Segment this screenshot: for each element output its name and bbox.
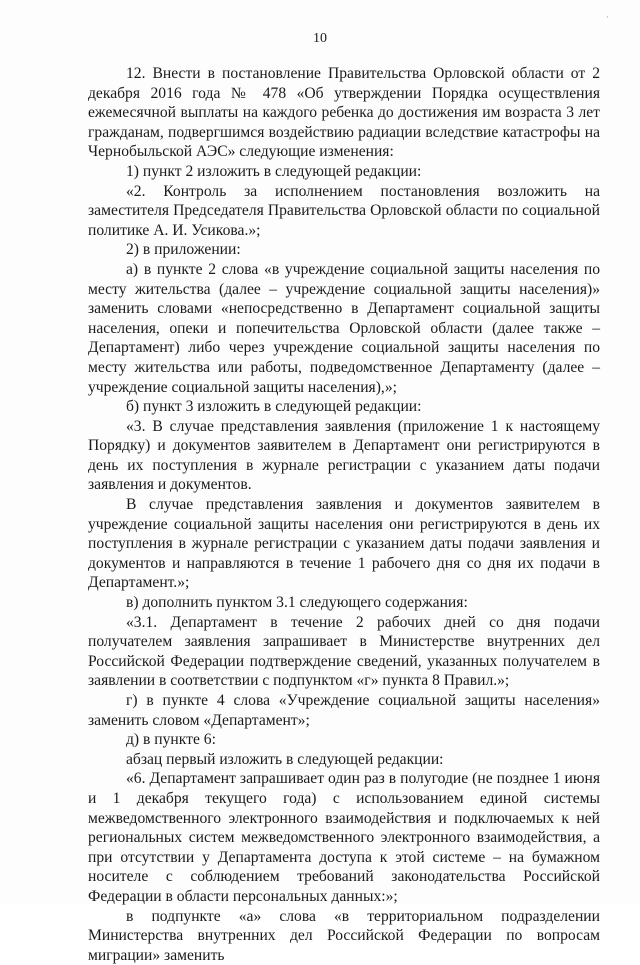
document-body [88,64,600,965]
paragraph-subitem-b: б) пункт 3 изложить в следующей редакции: [126,398,422,416]
paragraph-first-abzac: абзац первый изложить в следующей редакции: [126,750,444,768]
paragraph-subitem-g: г) в пункте 4 слова «Учреждение социальной защиты населения» заменить словом «Департамент»; [88,692,600,729]
paragraph-subitem-d: д) в пункте 6: [126,731,216,749]
paragraph-subitem-a: а) в пункте 2 слова «в учреждение социальной защиты населения по месту жительства (далее – учреждение социальной защиты населения)» заменить словами «непосредственно в Департамент социальной защиты населения, опеки и попечительства Орловской области (далее также – Департамент) либо через учреждение социальной защиты населения по месту жительства или работы, подведомственное Департаменту (далее – учреждение социальной защиты населения),»; [88,260,600,396]
corner-mark: · [606,12,609,22]
paragraph-item-12-intro: 12. Внести в постановление Правительства Орловской области от 2 декабря 2016 года № 478 «Об утверждении Порядка осуществления ежемесячной выплаты на каждого ребенка до достижения им возраста 3 лет гражданам, подвергшимся воздействию радиации вследствие катастрофы на Чернобыльской АЭС» следующие изменения: [88,65,600,161]
paragraph-quote-item-2: «2. Контроль за исполнением постановления возложить на заместителя Председателя Правительства Орловской области по социальной политике А. И. Усикова.»; [88,182,600,239]
paragraph-subpoint-a-words: в подпункте «а» слова «в территориальном подразделении Министерства внутренних дел Российской Федерации по вопросам миграции» заменить [88,907,600,964]
paragraph-subitem-2: 2) в приложении: [126,241,241,259]
paragraph-quote-item-6: «6. Департамент запрашивает один раз в полугодие (не позднее 1 июня и 1 декабря текущего года) с использованием единой системы межведомственного электронного взаимодействия и подключаемых к ней региональных систем межведомственного электронного взаимодействия, а при отсутствии у Департамента доступа к этой системе – на бумажном носителе с соблюдением требований законодательства Российской Федерации в области персональных данных:»; [88,770,600,905]
paragraph-item-3-continued: В случае представления заявления и документов заявителем в учреждение социальной защиты населения они регистрируются в день их поступления в журнале регистрации с указанием даты подачи заявления и документов и направляются в течение 1 рабочего дня со дня их подачи в Департамент.»; [88,496,600,592]
paragraph-quote-item-3: «3. В случае представления заявления (приложение 1 к настоящему Порядку) и документов заявителем в Департамент они регистрируются в день их поступления в журнале регистрации с указанием даты подачи заявления и документов. [88,417,600,494]
paragraph-subitem-1: 1) пункт 2 изложить в следующей редакции: [126,162,422,180]
paragraph-quote-item-3-1: «3.1. Департамент в течение 2 рабочих дней со дня подачи получателем заявления запрашивает в Министерстве внутренних дел Российской Федерации подтверждение сведений, указанных получателем в заявлении в соответствии с подпунктом «г» пункта 8 Правил.»; [88,613,600,690]
page-number: 10 [313,31,327,46]
paragraph-subitem-v: в) дополнить пунктом 3.1 следующего содержания: [126,594,468,612]
